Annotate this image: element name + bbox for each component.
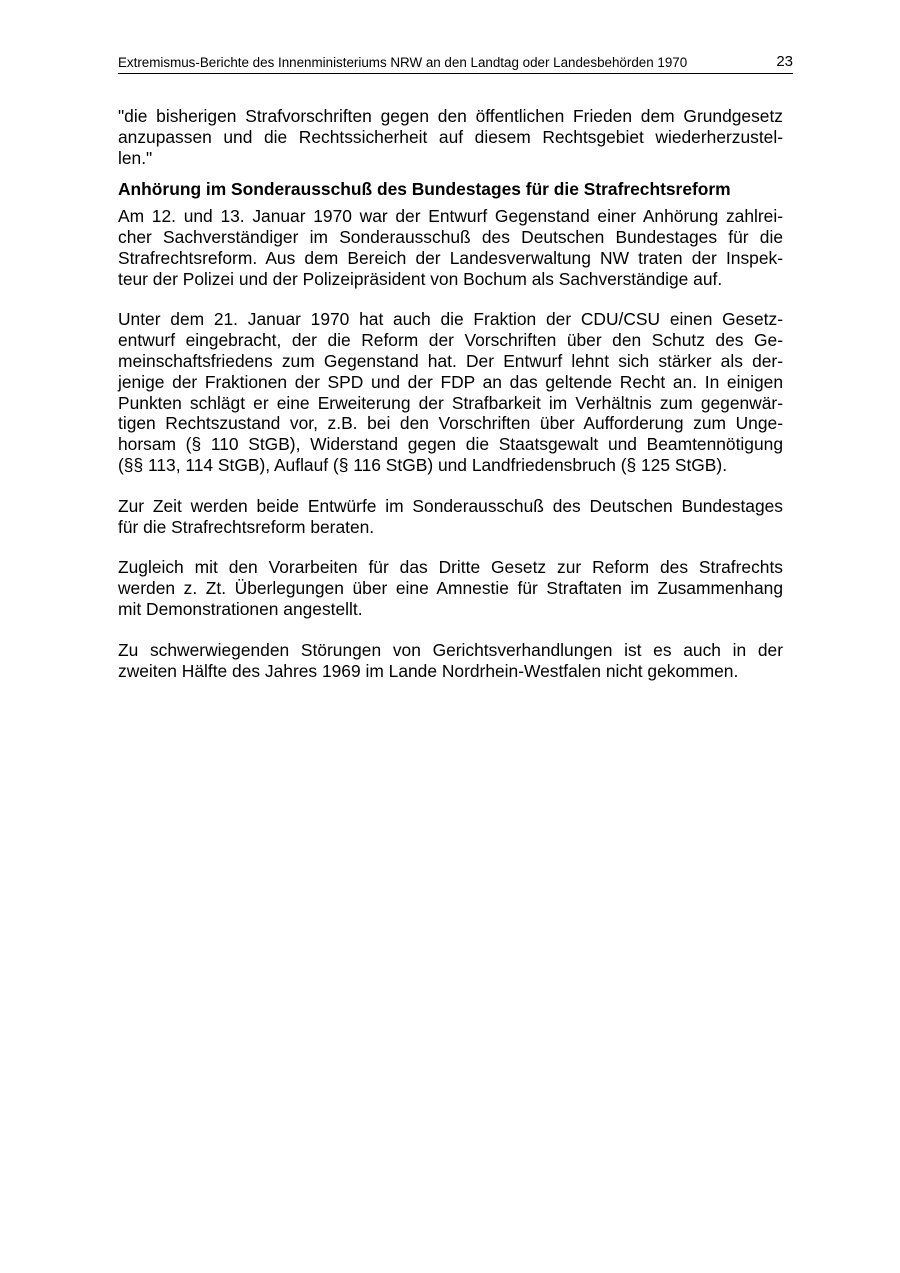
paragraph-cdu-draft — [118, 309, 783, 475]
text-line: mit Demonstrationen angestellt. — [118, 598, 363, 619]
text-line: cher Sachverständiger im Sonderausschuß des Deutschen Bundestages für die — [118, 226, 783, 247]
text-line: tigen Rechtszustand vor, z.B. bei den Vorschriften über Aufforderung zum Unge- — [118, 413, 783, 434]
text-line: zweiten Hälfte des Jahres 1969 im Lande Nordrhein-Westfalen nicht gekommen. — [118, 660, 739, 681]
text-line: Unter dem 21. Januar 1970 hat auch die Fraktion der CDU/CSU einen Gesetz- — [118, 309, 783, 330]
page-header — [118, 53, 793, 74]
text-line: entwurf eingebracht, der die Reform der Vorschriften über den Schutz des Ge- — [118, 330, 783, 351]
text-line: len." — [118, 147, 153, 168]
header-title: Extremismus-Berichte des Innenministeriums NRW an den Landtag oder Landesbehörden 1970 — [118, 55, 688, 70]
quote-paragraph — [118, 106, 783, 168]
text-line: anzupassen und die Rechtssicherheit auf diesem Rechtsgebiet wiederherzustel- — [118, 126, 783, 147]
text-line: teur der Polizei und der Polizeipräsident von Bochum als Sachverständige auf. — [118, 268, 723, 289]
paragraph-hearing — [118, 206, 783, 289]
text-line: meinschaftsfriedens zum Gegenstand hat. Der Entwurf lehnt sich stärker als der- — [118, 350, 783, 371]
document-body — [118, 106, 783, 681]
text-line: "die bisherigen Strafvorschriften gegen den öffentlichen Frieden dem Grundgesetz — [118, 106, 783, 126]
text-line: jenige der Fraktionen der SPD und der FDP an das geltende Recht an. In einigen — [118, 371, 783, 392]
text-line: horsam (§ 110 StGB), Widerstand gegen die Staatsgewalt und Beamtennötigung — [118, 434, 783, 455]
paragraph-deliberation — [118, 496, 783, 538]
text-line: Punkten schlägt er eine Erweiterung der Strafbarkeit im Verhältnis zum gegenwär- — [118, 392, 783, 413]
page-number: 23 — [776, 53, 793, 70]
paragraph-amnesty — [118, 557, 783, 619]
text-line: Zur Zeit werden beide Entwürfe im Sonderausschuß des Deutschen Bundestages — [118, 495, 783, 516]
text-line: Zu schwerwiegenden Störungen von Gerichtsverhandlungen ist es auch in der — [118, 639, 783, 660]
text-line: werden z. Zt. Überlegungen über eine Amnestie für Straftaten im Zusammenhang — [118, 578, 783, 599]
text-line: Strafrechtsreform. Aus dem Bereich der Landesverwaltung NW traten der Inspek- — [118, 247, 783, 268]
text-line: für die Strafrechtsreform beraten. — [118, 516, 375, 537]
text-line: (§§ 113, 114 StGB), Auflauf (§ 116 StGB) und Landfriedensbruch (§ 125 StGB). — [118, 454, 728, 475]
section-heading: Anhörung im Sonderausschuß des Bundestages für die Strafrechtsreform — [118, 179, 731, 200]
text-line: Zugleich mit den Vorarbeiten für das Dritte Gesetz zur Reform des Strafrechts — [118, 557, 783, 578]
text-line: Am 12. und 13. Januar 1970 war der Entwurf Gegenstand einer Anhörung zahlrei- — [118, 206, 783, 227]
paragraph-court-disruptions — [118, 640, 783, 682]
